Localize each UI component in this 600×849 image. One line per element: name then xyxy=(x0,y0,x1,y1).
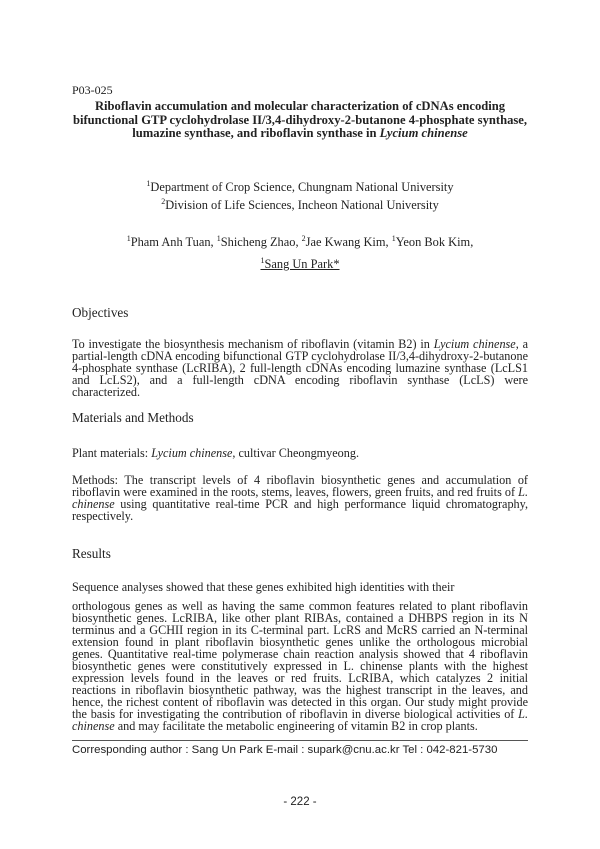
paper-title xyxy=(72,100,528,141)
text-run: , a partial-length cDNA encoding bifunctional GTP cyclohydrolase II/3,4-dihydroxy-2-butanone 4-phosphate synthase (LcRIBA), 2 full-length cDNAs encoding lumazine synthase (LcLS1 and LcLS2), and a full-length cDNA encoding riboflavin synthase (LcLS) were characterized. xyxy=(72,337,528,399)
text-run: , cultivar Cheongmyeong. xyxy=(232,446,359,460)
affiliation-mark: 1 xyxy=(146,179,151,188)
results-first-line: Sequence analyses showed that these genes exhibited high identities with their xyxy=(72,580,455,594)
author-name: Jae Kwang Kim, xyxy=(305,235,389,249)
affiliation-mark: 2 xyxy=(161,197,166,206)
footer-divider xyxy=(72,740,528,741)
author-name: Pham Anh Tuan, xyxy=(130,235,214,249)
author-name: Shicheng Zhao, xyxy=(220,235,299,249)
corresponding-author xyxy=(260,257,339,271)
author-name: Sang Un Park* xyxy=(264,257,340,271)
author-mark: 2 xyxy=(301,234,306,243)
affiliation-1 xyxy=(72,180,528,195)
author-mark: 1 xyxy=(260,256,265,265)
methods-paragraph xyxy=(72,474,528,522)
author-name: Yeon Bok Kim, xyxy=(395,235,474,249)
corresponding-author-footer: Corresponding author : Sang Un Park E-mail : supark@cnu.ac.kr Tel : 042-821-5730 xyxy=(72,744,498,756)
page-number: - 222 - xyxy=(283,796,317,808)
text-run: using quantitative real-time PCR and high performance liquid chromatography, respectively. xyxy=(72,497,528,523)
author-mark: 1 xyxy=(391,234,396,243)
abstract-code: P03-025 xyxy=(72,83,113,97)
species-name: Lycium chinense xyxy=(433,337,516,351)
author-mark: 1 xyxy=(216,234,221,243)
title-main: Riboflavin accumulation and molecular characterization of cDNAs encoding bifunctional GTP cyclohydrolase II/3,4-dihydroxy-2-butanone 4-phosphate synthase, lumazine synthase, and riboflavin synthase in xyxy=(72,99,528,140)
text-run: Methods: The transcript levels of 4 riboflavin biosynthetic genes and accumulation of riboflavin were examined in the roots, stems, leaves, flowers, green fruits, and red fruits of xyxy=(72,473,528,499)
affiliation-name: Department of Crop Science, Chungnam National University xyxy=(150,180,454,194)
text-run: Plant materials: xyxy=(72,446,152,460)
results-paragraph xyxy=(72,600,528,732)
author-mark: 1 xyxy=(126,234,131,243)
objectives-paragraph xyxy=(72,338,528,398)
plant-materials-paragraph xyxy=(72,447,528,459)
species-name: Lycium chinense xyxy=(151,446,233,460)
affiliation-2 xyxy=(72,198,528,213)
text-run: orthologous genes as well as having the same common features related to plant riboflavin biosynthetic genes. LcRIBA, like other plant RIBAs, contained a DHBPS region in its N terminus and a GCHII region in its C-terminal part. LcRS and McRS carried an N-terminal extension found in plant riboflavin biosynthetic genes unlike the orthologous microbial genes. Quantitative real-time polymerase chain reaction analysis showed that 4 riboflavin biosynthetic genes were constitutively expressed in L. chinense plants with the highest expression levels found in the leaves or red fruits. LcRIBA, which catalyzes 2 initial reactions in riboflavin biosynthetic pathway, was the highest transcript in the leaves, and hence, the richest content of riboflavin was detected in this organ. Our study might provide the basis for investigating the contribution of riboflavin in diverse biological activities of xyxy=(72,599,528,721)
section-heading-objectives: Objectives xyxy=(72,305,129,320)
text-run: To investigate the biosynthesis mechanism of riboflavin (vitamin B2) in xyxy=(72,337,434,351)
author-list xyxy=(72,231,528,275)
section-heading-results: Results xyxy=(72,546,111,561)
text-run: and may facilitate the metabolic engineering of vitamin B2 in crop plants. xyxy=(114,719,478,733)
title-species: Lycium chinense xyxy=(379,126,468,140)
affiliation-name: Division of Life Sciences, Incheon National University xyxy=(165,198,439,212)
species-name: L. chinense xyxy=(72,707,528,733)
section-heading-methods: Materials and Methods xyxy=(72,410,194,425)
species-name: L. chinense xyxy=(72,485,528,511)
